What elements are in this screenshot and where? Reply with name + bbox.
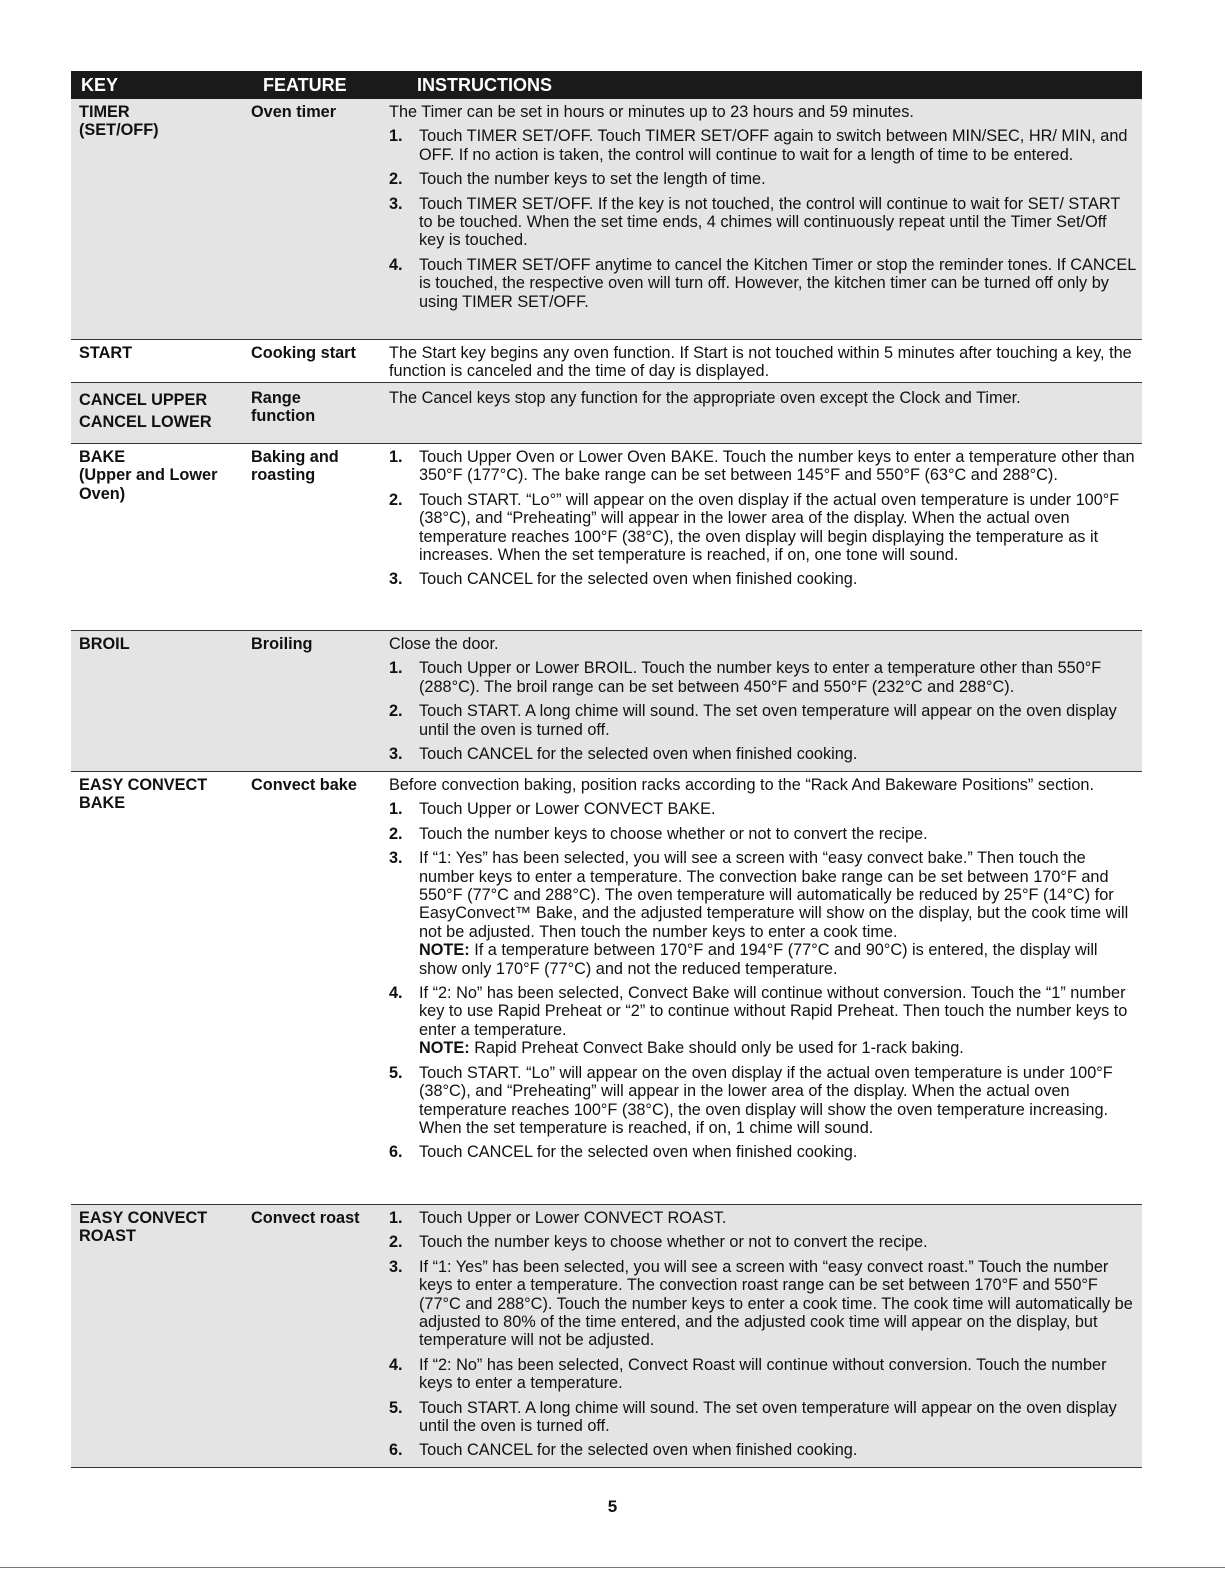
instructions-cell <box>389 631 1142 771</box>
instructions-cell <box>389 772 1142 1204</box>
instructions-cell <box>389 340 1142 382</box>
intro-text: The Timer can be set in hours or minutes up to 23 hours and 59 minutes. <box>389 103 914 121</box>
instructions-cell <box>389 383 1142 443</box>
header-instructions: INSTRUCTIONS <box>417 74 552 95</box>
feature-cell: Convect bake <box>251 776 357 794</box>
step-item: 6. Touch CANCEL for the selected oven when finished cooking. <box>389 1143 858 1162</box>
intro-text: Close the door. <box>389 635 499 653</box>
step-list <box>389 800 1136 1161</box>
table-row-bake <box>71 444 1142 631</box>
feature-cell: Cooking start <box>251 344 356 362</box>
instructions-cell <box>389 99 1142 339</box>
step-item: 3. Touch CANCEL for the selected oven when finished cooking. <box>389 745 858 764</box>
step-item: 3. Touch CANCEL for the selected oven when finished cooking. <box>389 570 858 589</box>
intro-text: The Start key begins any oven function. If Start is not touched within 5 minutes after touching a key, the function is canceled and the time of day is displayed. <box>389 344 1132 381</box>
step-item: 4. If “2: No” has been selected, Convect Roast will continue without conversion. Touch the number keys to enter a temperature. <box>389 1355 1107 1393</box>
table-row-timer <box>71 99 1142 340</box>
step-item: 6. Touch CANCEL for the selected oven when finished cooking. <box>389 1441 858 1460</box>
step-item: 2. Touch the number keys to choose whether or not to convert the recipe. <box>389 824 928 843</box>
feature-cell: Oven timer <box>251 103 337 121</box>
step-item: 2. Touch START. “Lo°” will appear on the oven display if the actual oven temperature is under 100°F (38°C), and “Preheating” will appear in the lower area of the display. When the actual oven temperature reaches 100°F (38°C), the oven display will begin displaying the temperature as it increases. When the set temperature is reached, if on, one tone will sound. <box>389 490 1120 565</box>
intro-text: The Cancel keys stop any function for the appropriate oven except the Clock and Timer. <box>389 389 1021 407</box>
key-cell: BROIL <box>79 635 130 653</box>
key-cell: TIMER (SET/OFF) <box>79 103 159 140</box>
step-item: 2. Touch START. A long chime will sound. The set oven temperature will appear on the oven display until the oven is turned off. <box>389 702 1117 739</box>
note-text: If a temperature between 170°F and 194°F (77°C and 90°C) is entered, the display will show only 170°F (77°C) and not the reduced temperature. <box>419 941 1098 978</box>
key-cell: EASY CONVECT BAKE <box>79 776 208 813</box>
key-cell: CANCEL UPPER CANCEL LOWER <box>79 391 212 431</box>
step-item: 5. Touch START. A long chime will sound. The set oven temperature will appear on the oven display until the oven is turned off. <box>389 1398 1117 1436</box>
instruction-table <box>71 71 1142 1468</box>
step-item: 3. Touch TIMER SET/OFF. If the key is not touched, the control will continue to wait for SET/ START to be touched. When the set time ends, 4 chimes will continuously repeat until the Timer Set/Off key is touched. <box>389 194 1120 250</box>
step-item: 1. Touch Upper or Lower CONVECT BAKE. <box>389 800 716 819</box>
table-row-easy-convect-roast <box>71 1205 1142 1468</box>
step-item: 4. If “2: No” has been selected, Convect Bake will continue without conversion. Touch the “1” number key to use Rapid Preheat or “2” to continue without Rapid Preheat. Then touch the number keys to enter a temperature. NOTE: Rapid Preheat Convect Bake should only be used for 1-rack baking. <box>389 984 1128 1058</box>
step-item: 5. Touch START. “Lo” will appear on the oven display if the actual oven temperature is under 100°F (38°C), and “Preheating” will appear in the lower area of the display. When the actual oven temperature reaches 100°F (38°C), the oven display will show the oven temperature increasing. When the set temperature is reached, if on, 1 chime will sound. <box>389 1063 1113 1137</box>
page-number: 5 <box>607 1497 618 1516</box>
table-header <box>71 71 1142 99</box>
feature-cell: Broiling <box>251 635 313 653</box>
table-row-broil <box>71 631 1142 772</box>
table-row-easy-convect-bake <box>71 772 1142 1205</box>
note-text: Rapid Preheat Convect Bake should only be used for 1-rack baking. <box>474 1039 964 1058</box>
step-list <box>389 659 1136 763</box>
header-feature: FEATURE <box>263 74 347 95</box>
feature-cell: Baking and roasting <box>251 448 339 485</box>
key-cell: START <box>79 344 133 362</box>
bottom-rule <box>0 1567 1225 1568</box>
step-item: 1. Touch TIMER SET/OFF. Touch TIMER SET/OFF again to switch between MIN/SEC, HR/ MIN, and OFF. If no action is taken, the control will continue to wait for a length of time to be entered. <box>389 127 1128 164</box>
step-item: 3. If “1: Yes” has been selected, you will see a screen with “easy convect bake.” Then touch the number keys to enter a temperature. The convection bake range can be set between 170°F and 550°F (77°C and 288°C). The oven temperature will automatically be reduced by 25°F (14°C) for EasyConvect™ Bake, and the adjusted temperature will show on the display, but the cook time will not be adjusted. Then touch the number keys to enter a cook time. NOTE: If a temperature between 170°F and 194°F (77°C and 90°C) is entered, the display will show only 170°F (77°C) and not the reduced temperature. <box>389 849 1129 978</box>
table-row-cancel <box>71 383 1142 444</box>
step-item: 2. Touch the number keys to choose whether or not to convert the recipe. <box>389 1233 928 1252</box>
feature-cell: Convect roast <box>251 1209 360 1227</box>
step-item: 2. Touch the number keys to set the length of time. <box>389 170 766 189</box>
key-cell: BAKE (Upper and Lower Oven) <box>79 448 218 503</box>
step-item: 1. Touch Upper or Lower BROIL. Touch the number keys to enter a temperature other than 550°F (288°C). The broil range can be set between 450°F and 550°F (232°C and 288°C). <box>389 659 1102 696</box>
step-item: 4. Touch TIMER SET/OFF anytime to cancel the Kitchen Timer or stop the reminder tones. If CANCEL is touched, the respective oven will turn off. However, the kitchen timer can be turned off only by using TIMER SET/OFF. <box>389 255 1136 311</box>
instructions-cell <box>389 1205 1142 1467</box>
header-key: KEY <box>81 74 119 95</box>
intro-text: Before convection baking, position racks according to the “Rack And Bakeware Positions” section. <box>389 776 1094 794</box>
key-cell: EASY CONVECT ROAST <box>79 1209 208 1246</box>
step-list <box>389 1209 1136 1460</box>
feature-cell: Range function <box>251 389 316 426</box>
step-item: 1. Touch Upper or Lower CONVECT ROAST. <box>389 1209 727 1227</box>
step-list <box>389 127 1136 311</box>
table-row-start <box>71 340 1142 383</box>
note-label: NOTE: <box>419 941 470 960</box>
instructions-cell <box>389 444 1142 630</box>
step-item: 3. If “1: Yes” has been selected, you will see a screen with “easy convect roast.” Touch the number keys to enter a temperature. The convection roast range can be set between 170°F and 550°F (77°C and 288°C). Touch the number keys to enter a cook time. The cook time will automatically be adjusted to 80% of the time entered, and the adjusted cook time will appear on the display, but temperature will not be adjusted. <box>389 1257 1133 1350</box>
note-label: NOTE: <box>419 1039 470 1058</box>
step-item: 1. Touch Upper Oven or Lower Oven BAKE. Touch the number keys to enter a temperature other than 350°F (177°C). The bake range can be set between 145°F and 550°F (63°C and 288°C). <box>389 448 1135 485</box>
step-list <box>389 448 1136 589</box>
